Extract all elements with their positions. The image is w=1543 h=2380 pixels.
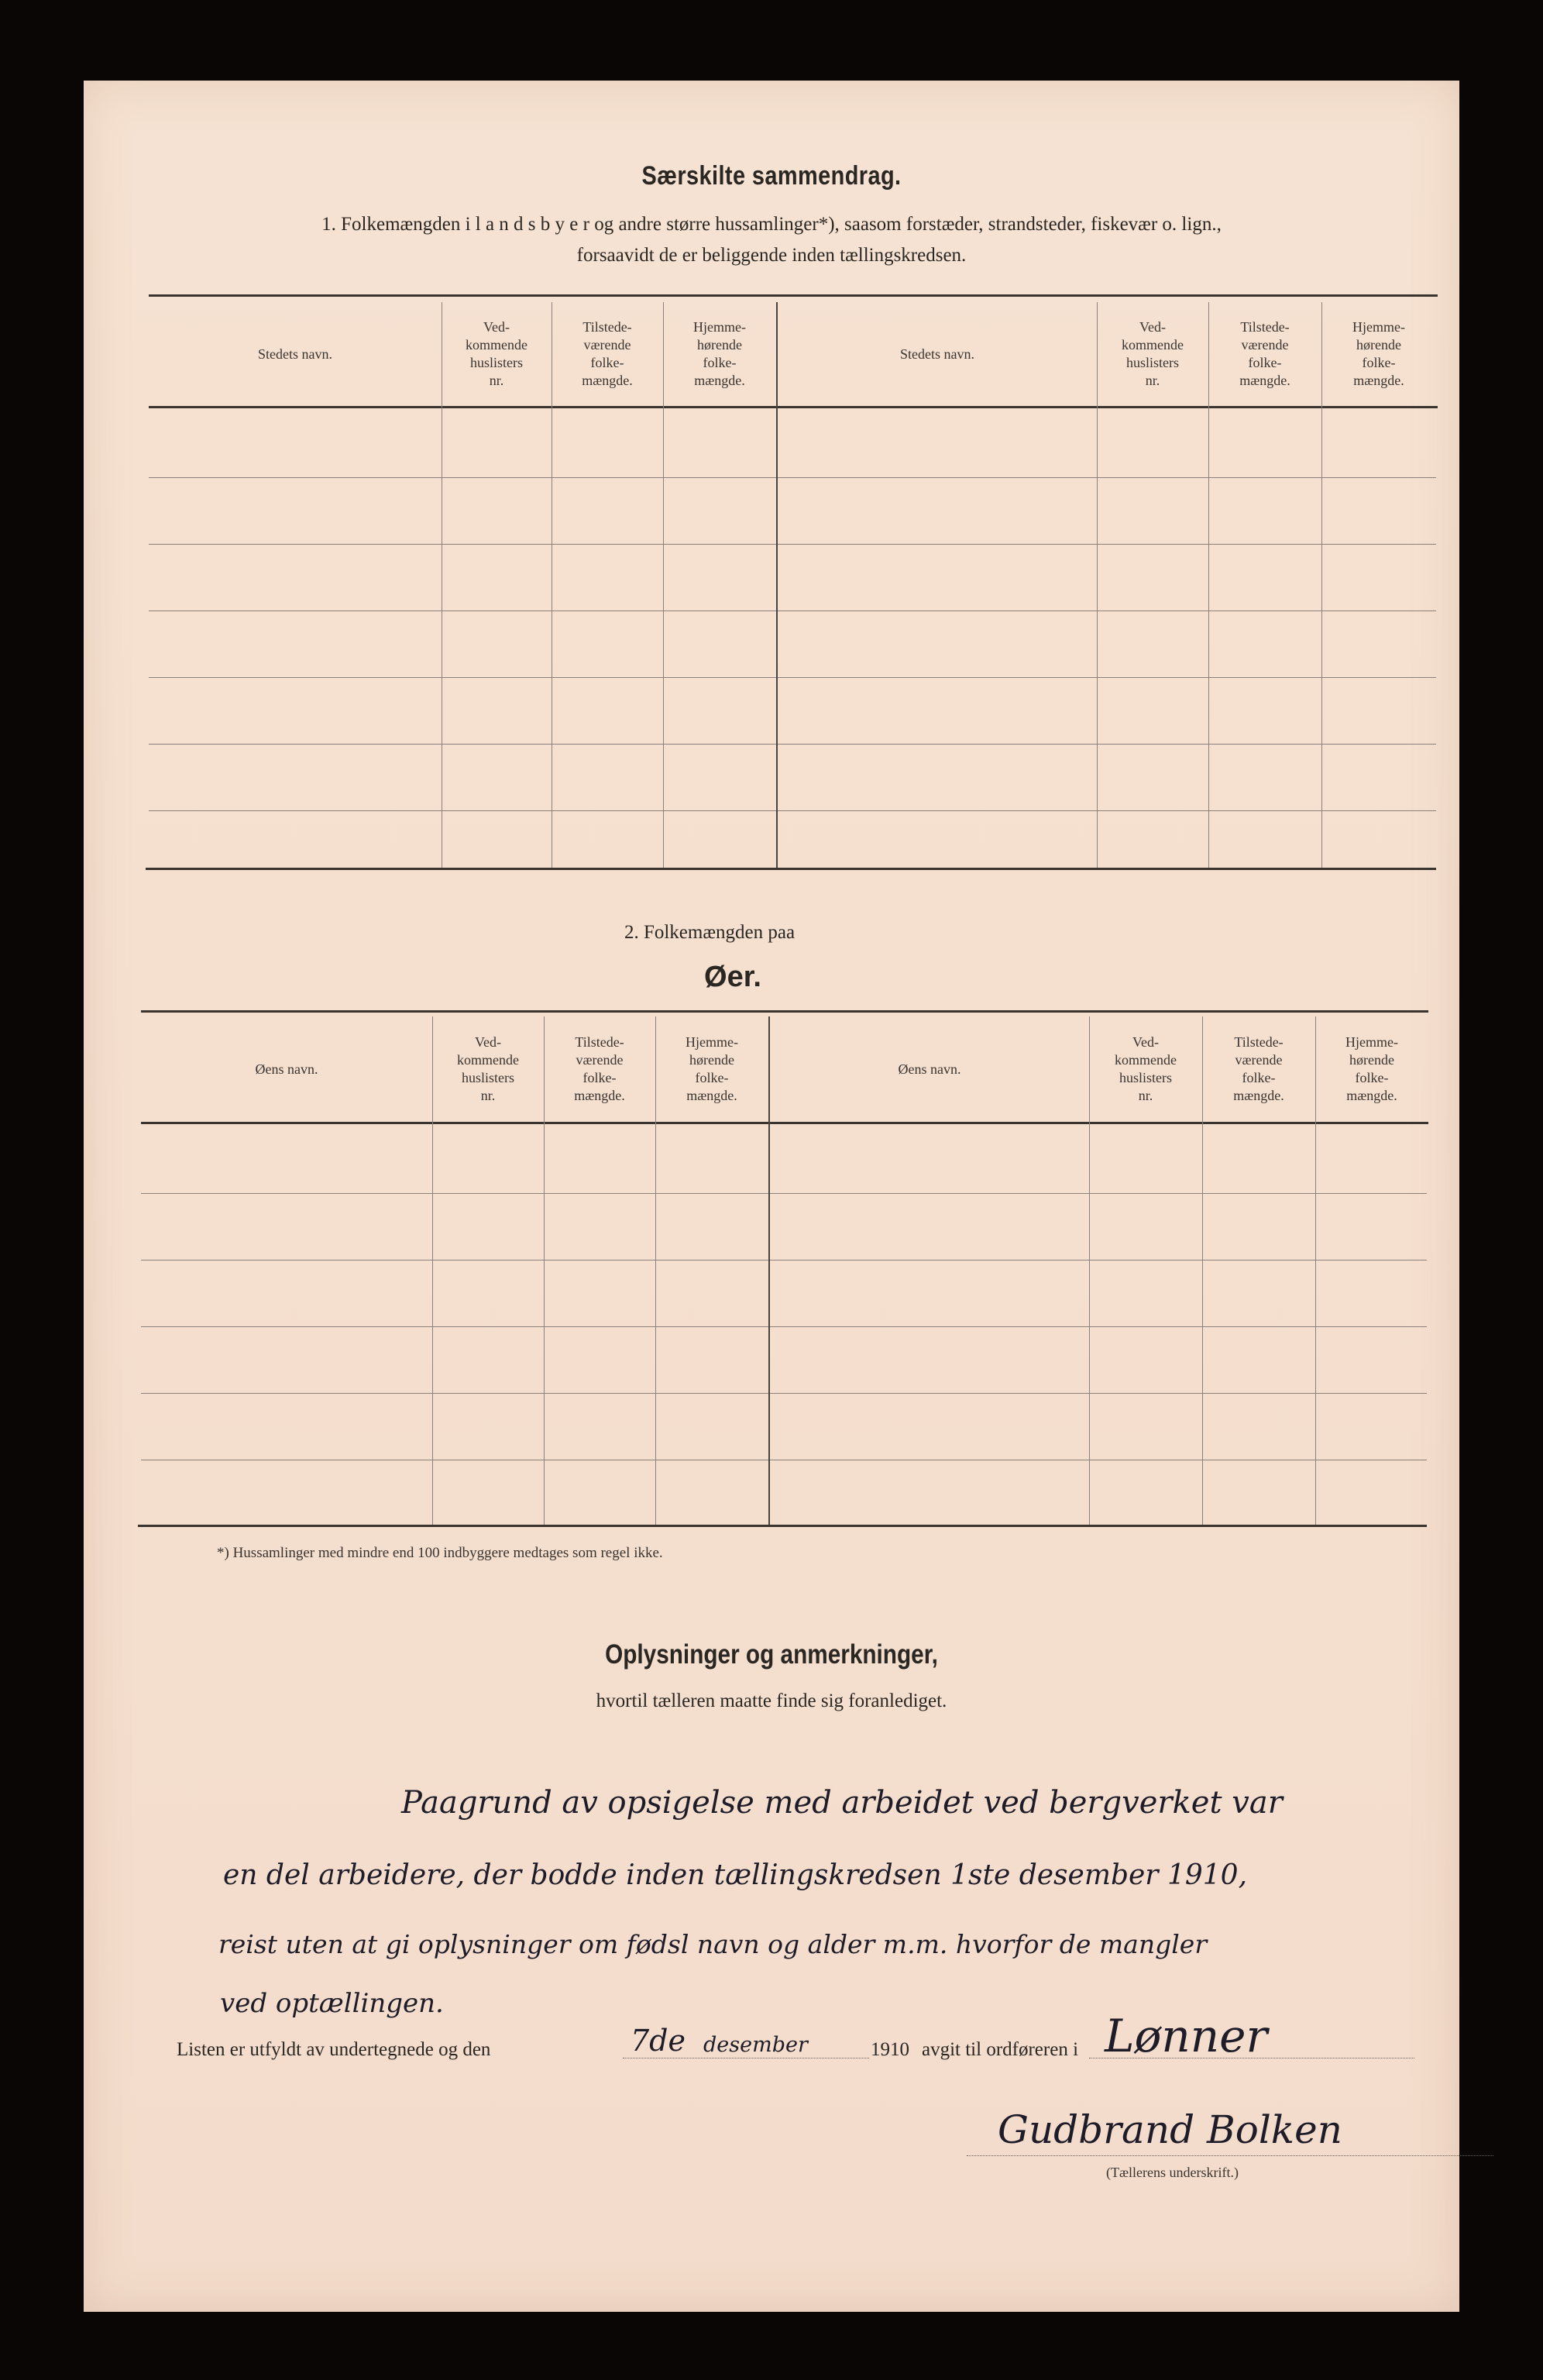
header2-list-no-right: Ved- kommende huslisters nr. <box>1115 1034 1177 1103</box>
summary-title: Særskilte sammendrag. <box>641 161 902 191</box>
header-present-left: Tilstede- værende folke- mængde. <box>582 319 633 388</box>
header-place-name-left: Stedets navn. <box>258 346 332 362</box>
handwritten-month: desember <box>703 2033 808 2057</box>
handwritten-municipality: Lønner <box>1105 2010 1268 2062</box>
signoff-year: 1910 <box>871 2039 909 2060</box>
signature-blank <box>967 2155 1493 2156</box>
remarks-title: Oplysninger og anmerkninger, <box>605 1639 938 1670</box>
signature-caption: (Tællerens underskrift.) <box>1106 2165 1239 2180</box>
header-present-right: Tilstede- værende folke- mængde. <box>1239 319 1290 388</box>
header-list-no-right: Ved- kommende huslisters nr. <box>1122 319 1184 388</box>
handwritten-day: 7de <box>631 2024 686 2058</box>
handwritten-line-4: ved optællingen. <box>220 1988 444 2019</box>
header-island-name-left: Øens navn. <box>255 1061 318 1077</box>
signoff-prefix: Listen er utfyldt av undertegnede og den <box>177 2039 491 2060</box>
handwritten-line-1: Paagrund av opsigelse med arbeidet ved bergverket var <box>401 1785 1283 1821</box>
census-form-page <box>84 81 1459 2312</box>
footnote: *) Hussamlinger med mindre end 100 indbyggere medtages som regel ikke. <box>217 1545 663 1561</box>
section2-title: Øer. <box>704 961 761 993</box>
header-list-no-left: Ved- kommende huslisters nr. <box>466 319 528 388</box>
header-place-name-right: Stedets navn. <box>900 346 974 362</box>
header2-list-no-left: Ved- kommende huslisters nr. <box>457 1034 519 1103</box>
handwritten-line-2: en del arbeidere, der bodde inden tællingskredsen 1ste desember 1910, <box>223 1859 1248 1891</box>
header-resident-left: Hjemme- hørende folke- mængde. <box>693 319 746 388</box>
header2-resident-left: Hjemme- hørende folke- mængde. <box>686 1034 738 1103</box>
section2-line: 2. Folkemængden paa <box>624 922 796 943</box>
enumerator-signature: Gudbrand Bolken <box>998 2107 1342 2152</box>
handwritten-line-3: reist uten at gi oplysninger om fødsl navn og alder m.m. hvorfor de mangler <box>218 1929 1208 1959</box>
summary-line-2: forsaavidt de er beliggende inden tællingskredsen. <box>576 245 967 266</box>
header2-resident-right: Hjemme- hørende folke- mængde. <box>1345 1034 1398 1103</box>
header2-present-left: Tilstede- værende folke- mængde. <box>574 1034 625 1103</box>
summary-line-1: 1. Folkemængden i l a n d s b y e r og andre større hussamlinger*), saasom forstæder, strandsteder, fiskevær o. lign., <box>321 214 1222 235</box>
signoff-middle: avgit til ordføreren i <box>922 2039 1079 2060</box>
remarks-subtitle: hvortil tælleren maatte finde sig foranlediget. <box>596 1690 947 1711</box>
header-resident-right: Hjemme- hørende folke- mængde. <box>1352 319 1405 388</box>
header2-present-right: Tilstede- værende folke- mængde. <box>1233 1034 1284 1103</box>
header-island-name-right: Øens navn. <box>898 1061 961 1077</box>
